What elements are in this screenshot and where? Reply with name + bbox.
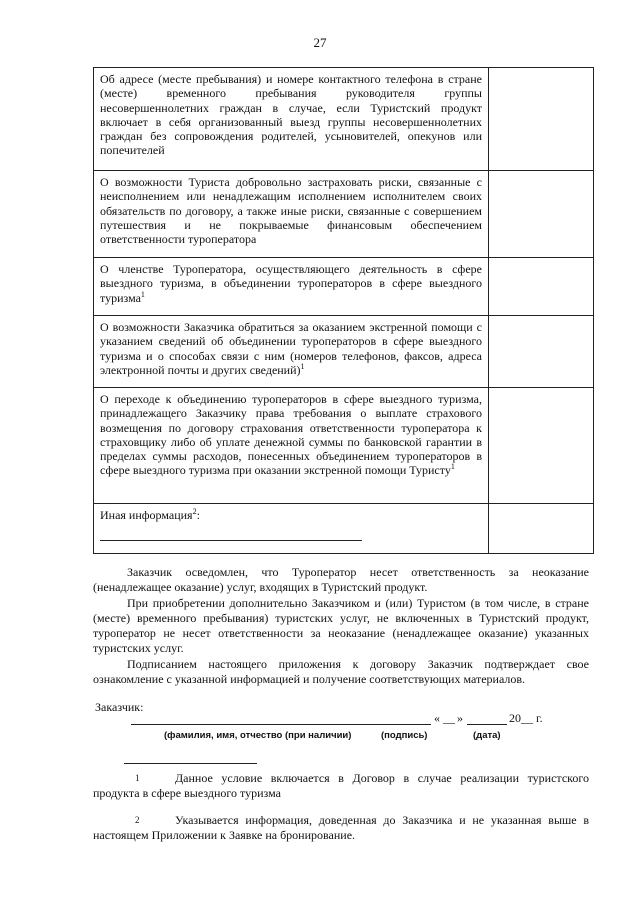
table-row xyxy=(94,388,594,504)
row-text: Иная информация xyxy=(100,508,193,522)
paragraph-acknowledgement: Подписанием настоящего приложения к договору Заказчик подтверждает свое ознакомление с указанной информацией и получение соответствующих материалов. xyxy=(93,657,589,686)
table-row xyxy=(94,68,594,171)
table-cell-text xyxy=(94,504,489,554)
customer-label: Заказчик: xyxy=(95,700,144,714)
footnote-separator xyxy=(124,763,257,764)
table-row xyxy=(94,504,594,554)
row-text: О возможности Туриста добровольно застраховать риски, связанные с неисполнением или ненадлежащим исполнением исполнителем своих обязательств по договору, а также иные риски, связанные с совершением путешествия и не покрываемые финансовым обеспечением ответственности туроператора xyxy=(100,175,482,247)
table-cell-blank xyxy=(489,258,594,316)
row-text: Об адресе (месте пребывания) и номере контактного телефона в стране (месте) временного пребывания руководителя группы несовершеннолетних граждан в случае, если Туристский продукт включает в себя организованный выезд группы несовершеннолетних граждан без сопровождения родителей, усыновителей, опекунов или попечителей xyxy=(100,72,482,158)
footnote-mark: 1 xyxy=(135,773,140,783)
footnote-ref: 1 xyxy=(300,361,305,371)
paragraph-responsibility: Заказчик осведомлен, что Туроператор несет ответственность за неоказание (ненадлежащее оказание) услуг, входящих в Туристский продукт. xyxy=(93,565,589,594)
table-cell-text xyxy=(94,258,489,316)
row-text: О членстве Туроператора, осуществляющего деятельность в сфере выездного туризма, в объединении туроператоров в сфере выездного туризма xyxy=(100,262,482,305)
footnote-text: Данное условие включается в Договор в случае реализации туристского продукта в сфере выездного туризма xyxy=(93,771,589,800)
table-cell-text xyxy=(94,388,489,504)
footnote-text: Указывается информация, доведенная до Заказчика и не указанная выше в настоящем Приложении к Заявке на бронирование. xyxy=(93,813,589,842)
fill-in-line xyxy=(100,540,362,541)
table-row xyxy=(94,171,594,258)
row-text: О переходе к объединению туроператоров в сфере выездного туризма, принадлежащего Заказчику права требования о выплате страхового возмещения по договору страхования ответственности туроператора к страховщику либо об уплате денежной суммы по банковской гарантии в пределах суммы расходов, понесенных объединением туроператоров в сфере выездного туризма при оказании экстренной помощи Туристу xyxy=(100,392,482,478)
footnote-ref: 2 xyxy=(192,507,197,516)
date-close-quote: » xyxy=(457,711,463,725)
caption-date: (дата) xyxy=(473,730,501,741)
table-cell-blank xyxy=(489,171,594,258)
footnote-mark: 2 xyxy=(135,815,140,825)
table-cell-blank xyxy=(489,388,594,504)
name-signature-line xyxy=(131,724,431,725)
table-cell-blank xyxy=(489,504,594,554)
footnote-2 xyxy=(93,813,589,843)
table-cell-text xyxy=(94,171,489,258)
table-row xyxy=(94,316,594,388)
information-table xyxy=(93,67,594,554)
row-text: О возможности Заказчика обратиться за оказанием экстренной помощи с указанием сведений об объединении туроператоров в сфере выездного туризма и о способах связи с ним (номеров телефонов, факсов, адреса электронной почты и других сведений) xyxy=(100,320,482,377)
page-number: 27 xyxy=(313,35,327,50)
paragraph-additional-services: При приобретении дополнительно Заказчиком и (или) Туристом (в том числе, в стране (месте) временного пребывания) туристских услуг, не включенных в Туристский продукт, туроператор не несет ответственности за неоказание (ненадлежащее оказание) указанных туристских услуг. xyxy=(93,596,589,655)
table-cell-text xyxy=(94,68,489,171)
caption-signature: (подпись) xyxy=(381,730,428,741)
table-cell-blank xyxy=(489,316,594,388)
table-cell-blank xyxy=(489,68,594,171)
footnote-ref: 1 xyxy=(140,289,145,299)
month-line xyxy=(467,724,507,725)
year-field: 20__ г. xyxy=(509,711,543,725)
table-cell-text xyxy=(94,316,489,388)
caption-full-name: (фамилия, имя, отчество (при наличии) xyxy=(164,730,352,741)
footnote-ref: 1 xyxy=(450,462,455,472)
table-row xyxy=(94,258,594,316)
footnote-1 xyxy=(93,771,589,801)
date-open-quote: « xyxy=(434,711,440,725)
row-suffix: : xyxy=(196,508,200,522)
date-day-blank: __ xyxy=(443,711,455,725)
